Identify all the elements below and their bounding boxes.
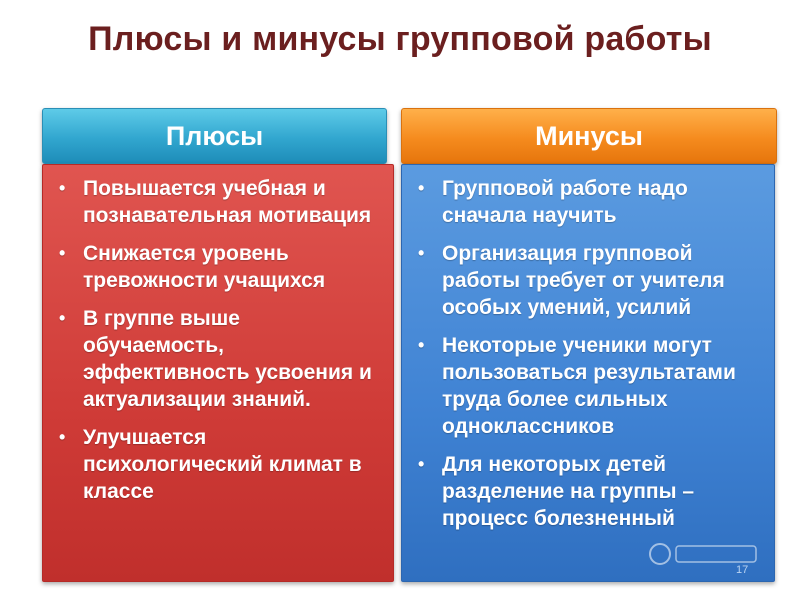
pros-item-text: Повышается учебная и познавательная мотивация <box>83 177 372 227</box>
pros-item-text: Улучшается психологический климат в классе <box>83 426 362 503</box>
cons-item <box>416 332 760 440</box>
cons-item-text: Некоторые ученики могут пользоваться результатами труда более сильных одноклассников <box>442 334 736 438</box>
bullet-dot-icon: • <box>418 454 425 474</box>
cons-item-text: Групповой работе надо сначала научить <box>442 177 688 227</box>
cons-list <box>416 175 760 532</box>
cons-header <box>401 108 777 164</box>
bullet-dot-icon: • <box>418 335 425 355</box>
cons-item <box>416 175 760 229</box>
pros-item <box>57 424 379 505</box>
pros-item-text: Снижается уровень тревожности учащихся <box>83 242 326 292</box>
bullet-dot-icon: • <box>418 243 425 263</box>
bullet-dot-icon: • <box>59 243 66 263</box>
pros-item-text: В группе выше обучаемость, эффективность усвоения и актуализации знаний. <box>83 307 372 411</box>
pros-header <box>42 108 387 164</box>
pros-item <box>57 305 379 413</box>
pros-item <box>57 240 379 294</box>
pros-list <box>57 175 379 505</box>
cons-item <box>416 240 760 321</box>
pros-header-label: Плюсы <box>165 120 264 151</box>
bullet-dot-icon: • <box>418 178 425 198</box>
bullet-dot-icon: • <box>59 308 66 328</box>
page-number: 17 <box>736 564 749 576</box>
cons-item-text: Организация групповой работы требует от учителя особых умений, усилий <box>442 242 725 319</box>
bullet-dot-icon: • <box>59 178 66 198</box>
bullet-dot-icon: • <box>59 427 66 447</box>
pros-panel <box>42 164 394 582</box>
cons-panel <box>401 164 775 582</box>
pros-item <box>57 175 379 229</box>
cons-item <box>416 451 760 532</box>
cons-item-text: Для некоторых детей разделение на группы – процесс болезненный <box>442 453 695 530</box>
cons-header-label: Минусы <box>535 120 643 151</box>
slide-title: Плюсы и минусы групповой работы <box>88 20 712 58</box>
